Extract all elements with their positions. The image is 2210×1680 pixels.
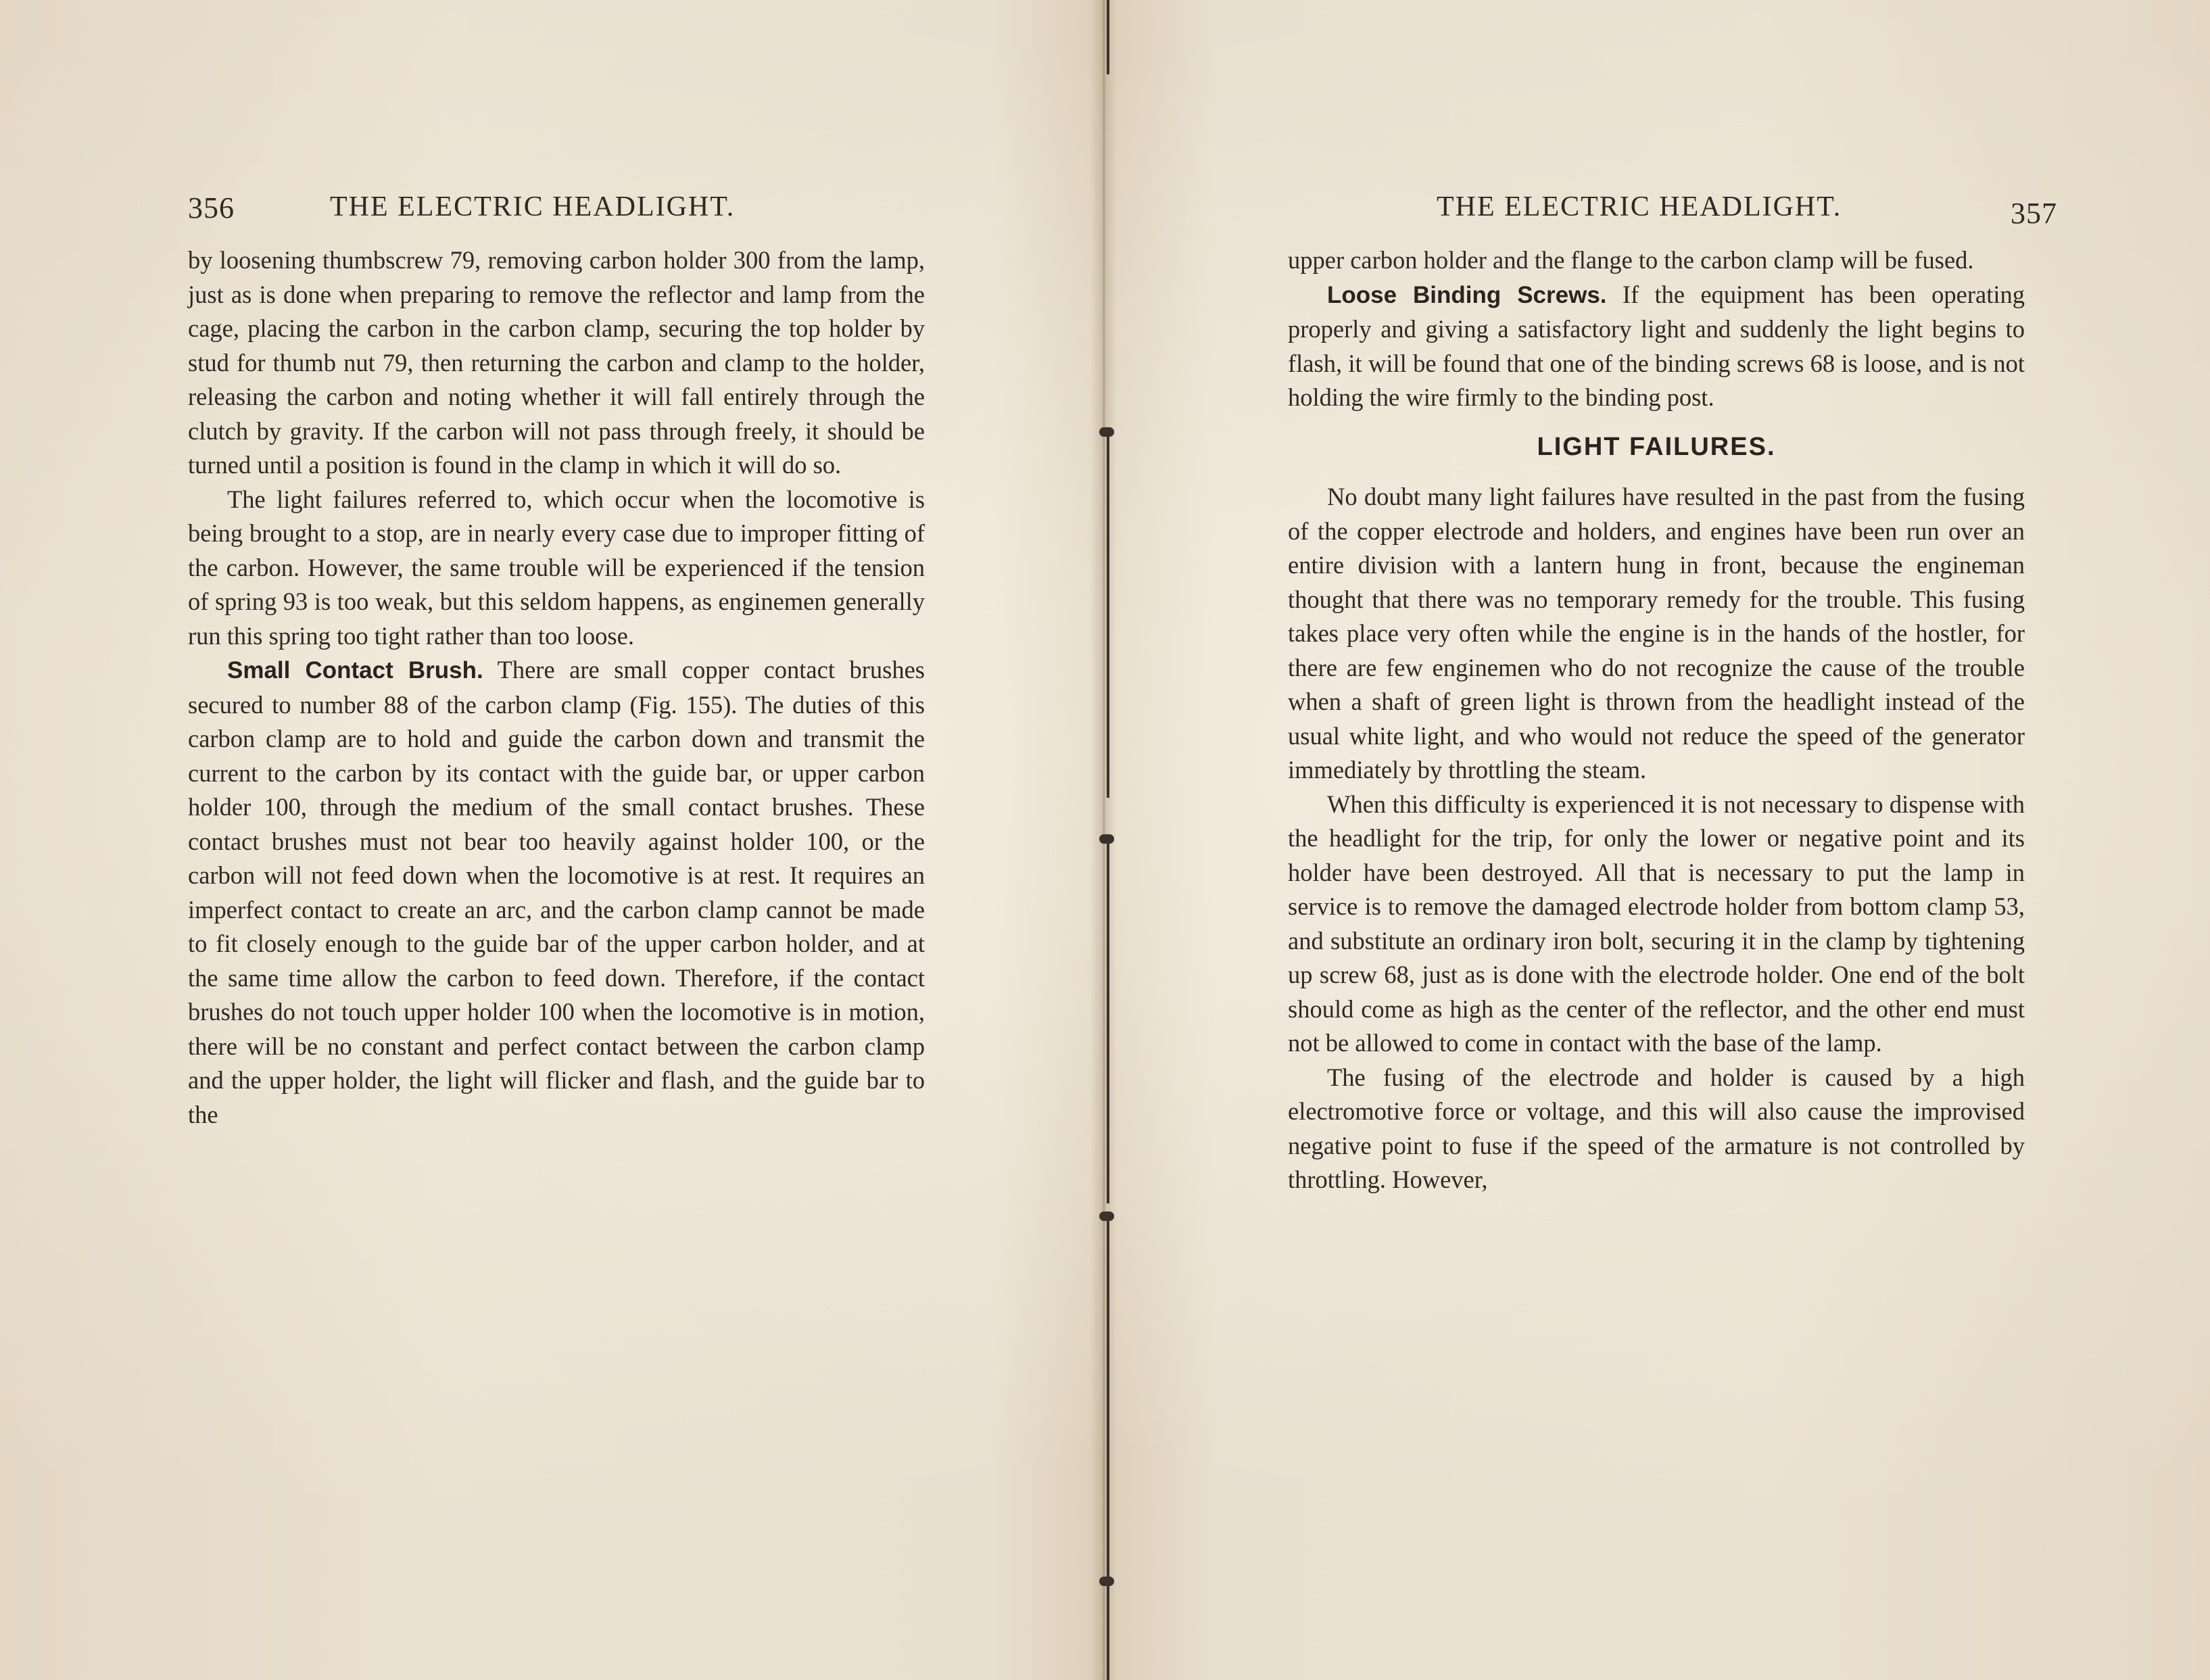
paragraph: When this difficulty is experienced it is not necessary to dispense with the headlight for the trip, for only the lower or negative point and its holder have been destroyed. All that is necessary to put the lamp in service is to remove the damaged electrode holder from bottom clamp 53, and substitute an ordinary iron bolt, securing it in the clamp by tightening up screw 68, just as is done with the electrode holder. One end of the bolt should come as high as the center of the reflector, and the other end must not be allowed to come in contact with the base of the lamp. [1288, 790, 2025, 1057]
paragraph-text: If the equipment has been operating properly and giving a satisfactory light and suddenly the light begins to flash, it will be found that one of the binding screws 68 is loose, and is not holding the wire firmly to the binding post. [1288, 280, 2025, 411]
paragraph: The fusing of the electrode and holder is caused by a high electromotive force or voltage, and this will also cause the improvised negative point to fuse if the speed of the armature is not controlled by throttling. However, [1288, 1063, 2025, 1193]
paragraph-small-contact-brush [188, 653, 925, 1132]
page-number: 357 [2011, 197, 2057, 230]
running-head-title: THE ELECTRIC HEADLIGHT. [1437, 191, 1842, 222]
paragraph-text: There are small copper contact brushes secured to number 88 of the carbon clamp (Fig. 155). The duties of this carbon clamp are to hold and guide the carbon down and transmit the current to the carbon by its contact with the guide bar, or upper carbon holder 100, through the medium of the small contact brushes. These contact brushes must not bear too heavily against holder 100, or the carbon will not feed down when the locomotive is at rest. It requires an imperfect contact to create an arc, and the carbon clamp cannot be made to fit closely enough to the guide bar of the upper carbon holder, and at the same time allow the carbon to feed down. Therefore, if the contact brushes do not touch upper holder 100 when the locomotive is in motion, there will be no constant and perfect contact between the carbon clamp and the upper holder, the light will flicker and flash, and the guide bar to the [188, 656, 925, 1128]
paragraph: upper carbon holder and the flange to the carbon clamp will be fused. [1288, 246, 1974, 274]
paragraph: The light failures referred to, which occur when the locomotive is being brought to a stop, are in nearly every case due to improper fitting of the carbon. However, the same trouble will be experienced if the tension of spring 93 is too weak, but this seldom happens, as enginemen generally run this spring too tight rather than too loose. [188, 485, 925, 650]
page-body [188, 243, 925, 1132]
run-in-heading: Small Contact Brush. [227, 657, 483, 683]
paragraph-loose-binding-screws [1288, 278, 2025, 415]
right-page [1288, 183, 2057, 1197]
binding-thread [1107, 838, 1109, 1203]
page-number: 356 [188, 191, 235, 224]
section-heading: LIGHT FAILURES. [1537, 432, 1776, 461]
paragraph: by loosening thumbscrew 79, removing carbon holder 300 from the lamp, just as is done when preparing to remove the reflector and lamp from the cage, placing the carbon in the carbon clamp, securing the top holder by stud for thumb nut 79, then returning the carbon and clamp to the holder, releasing the carbon and noting whether it will fall entirely through the clutch by gravity. If the carbon will not pass through freely, it should be turned until a position is found in the clamp in which it will do so. [188, 246, 925, 479]
running-head [1288, 183, 2057, 243]
running-head [188, 183, 925, 243]
binding-thread [1107, 1582, 1109, 1680]
binding-thread [1107, 433, 1109, 798]
binding-knot [1099, 834, 1114, 844]
paragraph: No doubt many light failures have resulted in the past from the fusing of the copper electrode and holders, and engines have been run over an entire division with a lantern hung in front, because the engineman thought that there was no temporary remedy for the trouble. This fusing takes place very often while the engine is in the hands of the hostler, for there are few enginemen who do not recognize the cause of the trouble when a shaft of green light is thrown from the headlight instead of the usual white light, and who would not reduce the speed of the generator immediately by throttling the steam. [1288, 483, 2025, 784]
binding-knot [1099, 427, 1114, 437]
left-page [188, 183, 925, 1132]
page-body [1288, 243, 2025, 1197]
binding-knot [1099, 1211, 1114, 1221]
running-head-title: THE ELECTRIC HEADLIGHT. [330, 191, 736, 222]
binding-thread [1107, 1217, 1109, 1582]
run-in-heading: Loose Binding Screws. [1327, 281, 1607, 308]
binding-knot [1099, 1577, 1114, 1586]
binding-thread [1107, 0, 1109, 74]
